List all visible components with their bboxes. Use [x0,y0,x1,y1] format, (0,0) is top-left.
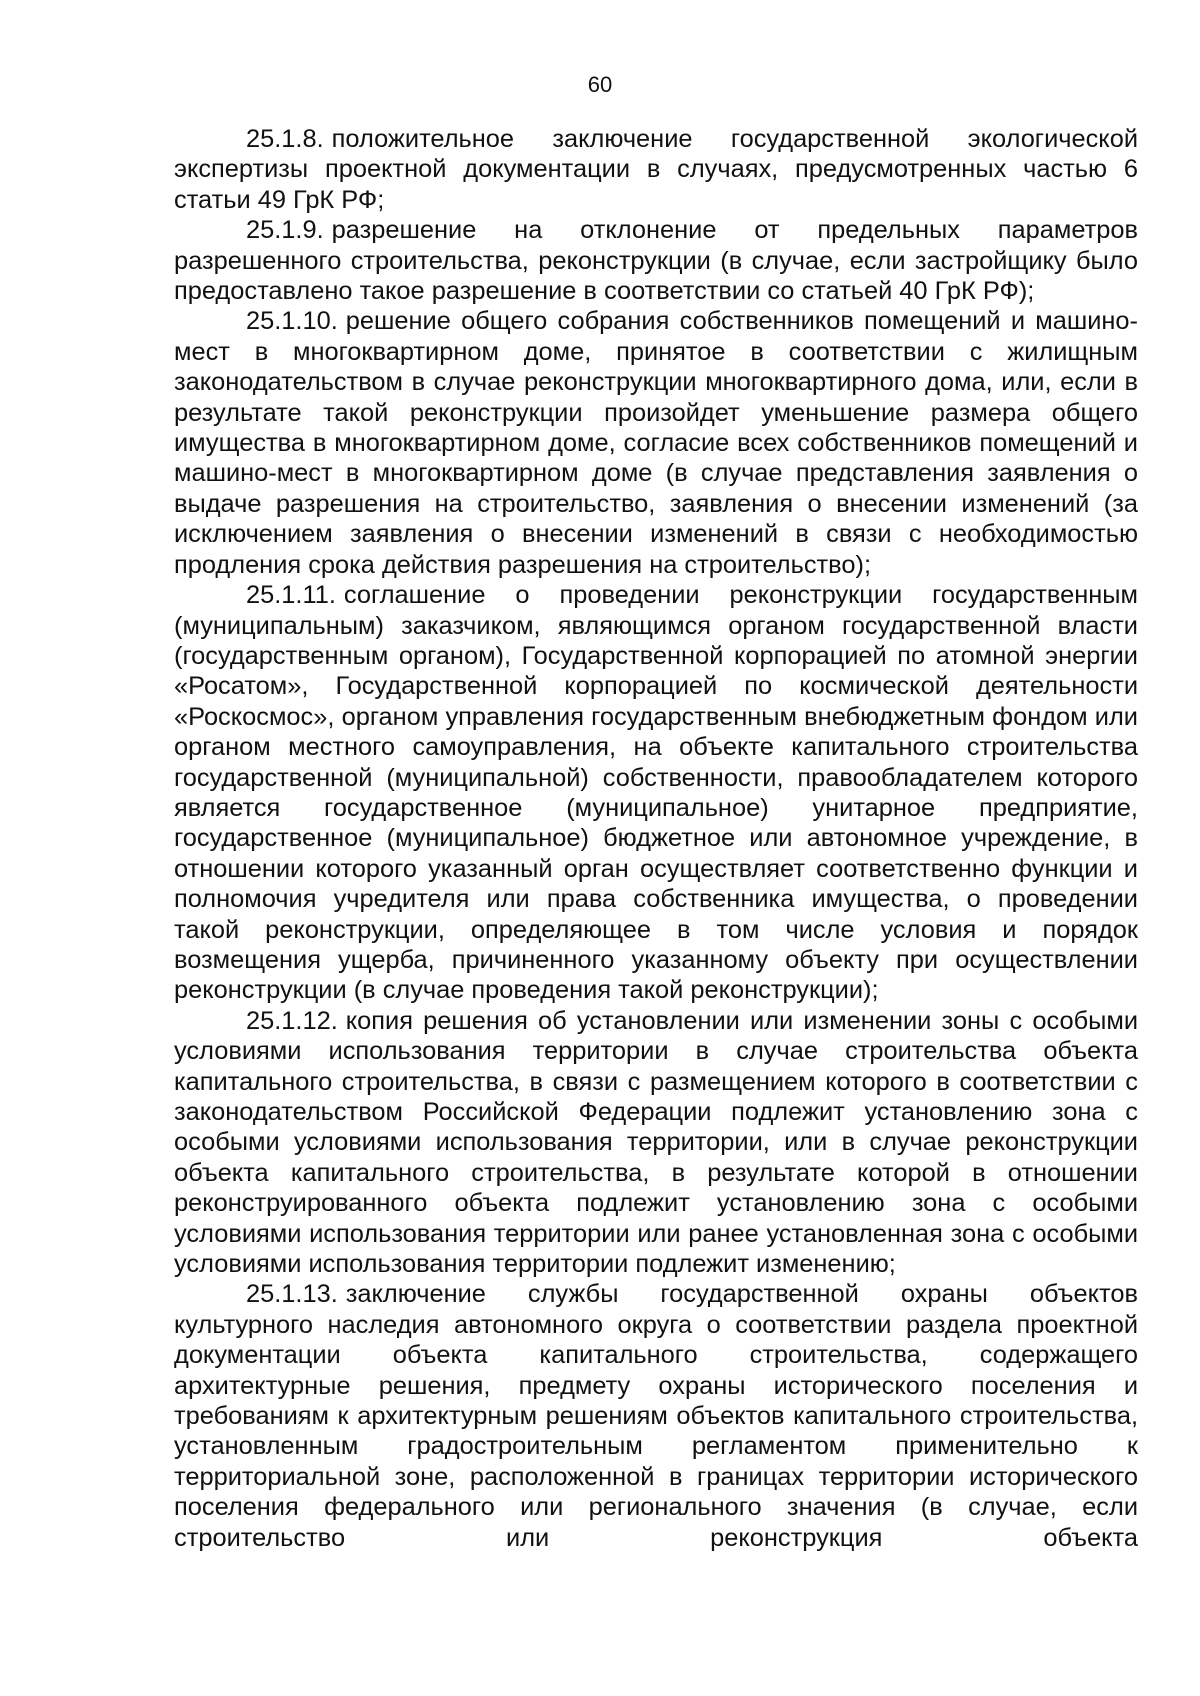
paragraph-25-1-12 [174,1006,1138,1280]
paragraph-number: 25.1.9. [246,216,324,245]
paragraph-25-1-8 [174,124,1138,215]
document-body [174,124,1138,1553]
paragraph-text: заключение службы государственной охраны объектов культурного наследия автономного округа о соответствии раздела проектной документации объекта капитального строительства, содержащего архитектурные решения, предмету охраны исторического поселения и требованиям к архитектурным решениям объектов капитального строительства, установленным градостроительным регламентом применительно к территориальной зоне, расположенной в границах территории исторического поселения федерального или регионального значения (в случае, если строительство или реконструкция объекта [174,1280,1138,1552]
paragraph-number: 25.1.8. [246,125,324,153]
paragraph-25-1-13 [174,1279,1138,1553]
paragraph-text: копия решения об установлении или изменении зоны с особыми условиями использования территории в случае строительства объекта капитального строительства, в связи с размещением которого в соответствии с законодательством Российской Федерации подлежит установлению зона с особыми условиями использования территории, или в случае реконструкции объекта капитального строительства, в результате которой в отношении реконструированного объекта подлежит установлению зона с особыми условиями использования территории или ранее установленная зона с особыми условиями использования территории подлежит изменению; [174,1006,1138,1279]
paragraph-text: разрешение на отклонение от предельных параметров разрешенного строительства, реконструкции (в случае, если застройщику было предоставлено такое разрешение в соответствии со статьей 40 ГрК РФ); [174,216,1138,306]
paragraph-25-1-11 [174,580,1138,1006]
paragraph-text: положительное заключение государственной экологической экспертизы проектной документации в случаях, предусмотренных частью 6 статьи 49 ГрК РФ; [174,125,1138,214]
page-number: 60 [587,72,613,97]
paragraph-number: 25.1.10. [246,307,338,336]
paragraph-text: соглашение о проведении реконструкции государственным (муниципальным) заказчиком, являющимся органом государственной власти (государственным органом), Государственной корпорацией по атомной энергии «Росатом», Государственной корпорацией по космической деятельности «Роскосмос», органом управления государственным внебюджетным фондом или органом местного самоуправления, на объекте капитального строительства государственной (муниципальной) собственности, правообладателем которого является государственное (муниципальное) унитарное предприятие, государственное (муниципальное) бюджетное или автономное учреждение, в отношении которого указанный орган осуществляет соответственно функции и полномочия учредителя или права собственника имущества, о проведении такой реконструкции, определяющее в том числе условия и порядок возмещения ущерба, причиненного указанному объекту при осуществлении реконструкции (в случае проведения такой реконструкции); [174,581,1138,1005]
paragraph-number: 25.1.12. [246,1006,338,1035]
paragraph-text: решение общего собрания собственников помещений и машино-мест в многоквартирном доме, принятое в соответствии с жилищным законодательством в случае реконструкции многоквартирного дома, или, если в результате такой реконструкции произойдет уменьшение размера общего имущества в многоквартирном доме, согласие всех собственников помещений и машино-мест в многоквартирном доме (в случае представления заявления о выдаче разрешения на строительство, заявления о внесении изменений (за исключением заявления о внесении изменений в связи с необходимостью продления срока действия разрешения на строительство); [174,307,1138,579]
paragraph-25-1-9 [174,215,1138,306]
paragraph-25-1-10 [174,306,1138,580]
paragraph-number: 25.1.13. [246,1280,338,1309]
paragraph-number: 25.1.11. [246,581,336,610]
